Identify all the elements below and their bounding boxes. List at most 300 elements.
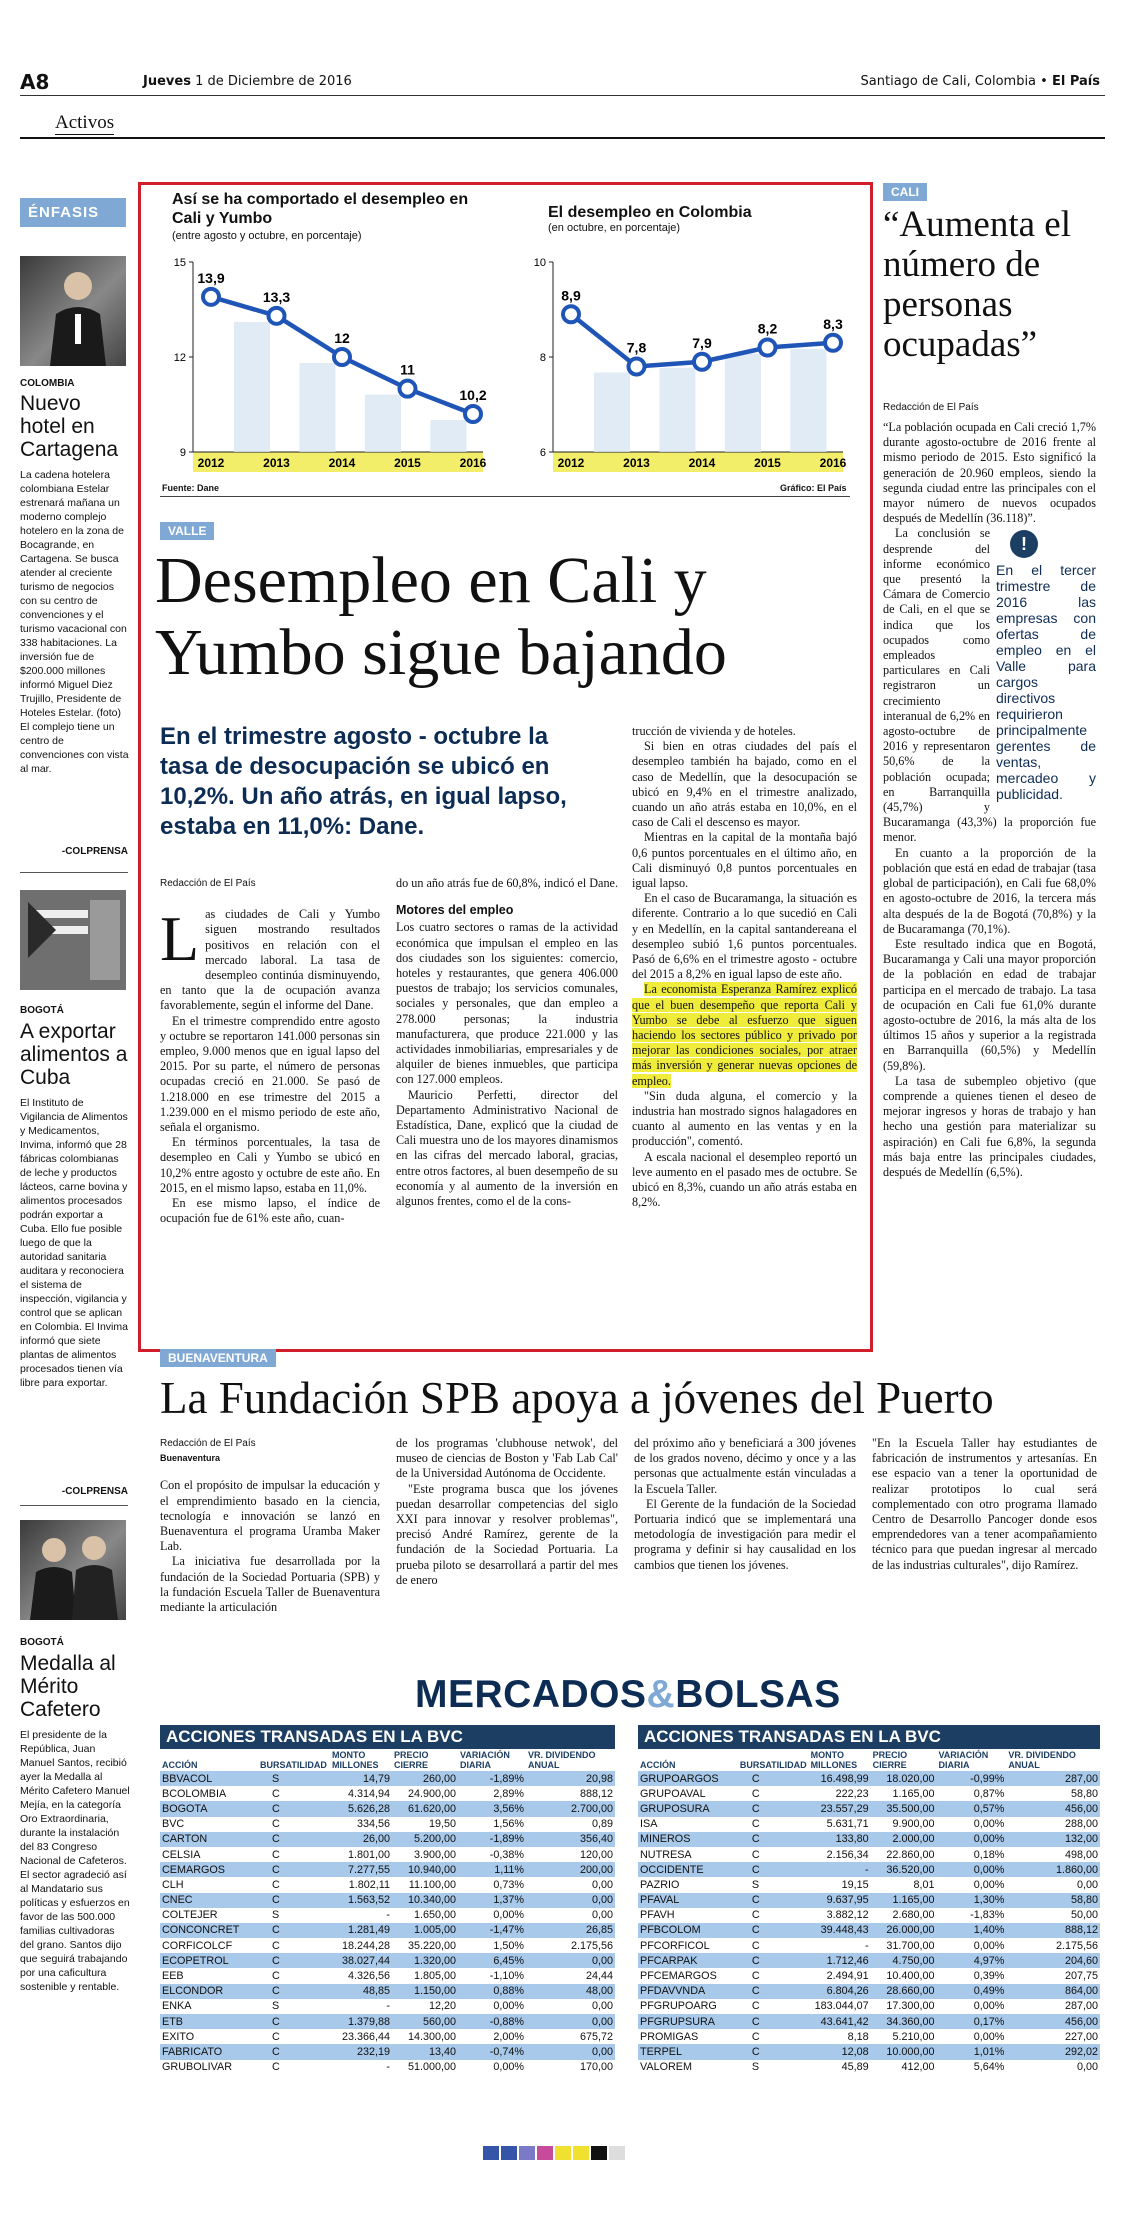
data-point <box>629 359 645 375</box>
santos-photo <box>20 1520 126 1620</box>
registration-swatch <box>537 2146 553 2160</box>
table-cell: 1.801,00 <box>347 1848 390 1861</box>
table-cell: 4.326,56 <box>347 1970 390 1983</box>
x-tick-label: 2013 <box>623 456 650 470</box>
weekday: Jueves <box>143 74 191 89</box>
table-cell: 1,40% <box>936 1923 1006 1938</box>
table-cell: 207,75 <box>1064 1970 1098 1983</box>
table-cell: BCOLOMBIA <box>162 1787 227 1800</box>
drop-cap: L <box>160 903 200 975</box>
data-label: 11 <box>400 361 415 378</box>
table-row <box>638 1877 1100 1892</box>
table-cell: 8,18 <box>847 2030 869 2043</box>
table-cell: 18.020,00 <box>871 1771 937 1786</box>
markets-title-amp: & <box>646 1673 676 1716</box>
x-tick-label: 2016 <box>819 456 847 470</box>
table-cell: - <box>809 1862 871 1877</box>
table-cell: 560,00 <box>392 2014 458 2029</box>
x-tick-label: 2014 <box>328 456 356 470</box>
article-column-1 <box>160 876 380 1226</box>
table-cell: 6.804,26 <box>809 1984 871 1999</box>
table-cell: 4.750,00 <box>871 1953 937 1968</box>
table-cell: 132,00 <box>1006 1832 1100 1847</box>
col-header: VR. DIVIDENDO ANUAL <box>528 1750 596 1770</box>
x-tick-label: 2016 <box>459 456 487 470</box>
paragraph: El Gerente de la fundación de la Sociedad Portuaria indicó que se implementará una metodología de investigación para medir el programa y definir si hay causalidad en los cambios que tienen los jóvenes. <box>634 1496 856 1572</box>
table-cell: 43.641,42 <box>809 2014 871 2029</box>
table-row <box>638 1817 1100 1832</box>
section-name: Activos <box>55 112 115 133</box>
col-header: ACCIÓN <box>640 1760 676 1770</box>
table-cell: 6,45% <box>458 1953 526 1968</box>
table-cell: C <box>751 1970 760 1983</box>
table-cell: 2.156,34 <box>826 1848 869 1861</box>
table-cell: GRUPOARGOS <box>638 1771 738 1786</box>
table-cell: BBVACOL <box>160 1771 258 1786</box>
table-cell: ECOPETROL <box>160 1953 258 1968</box>
second-headline: La Fundación SPB apoya a jóvenes del Puerto <box>160 1373 994 1423</box>
story-body: La cadena hotelera colombiana Estelar estrenará mañana un moderno complejo hotelero en la zona de Bocagrande, en Cartagena. Se busca atender al creciente turismo de negocios con su centro de convenciones y el turismo vacacional con 338 habitaciones. La inversión fue de $200.000 millones informó Miguel Diez Trujillo, Presidente de Hoteles Estelar. (foto) El complejo tiene un centro de convenciones con vista al mar. <box>20 469 129 775</box>
spb-column-4 <box>872 1436 1097 1573</box>
table-cell: C <box>258 1832 330 1847</box>
table-cell: 0,88% <box>458 1984 526 1999</box>
story-credit: -COLPRENSA <box>61 846 128 857</box>
table-row <box>160 1817 615 1832</box>
table-cell: C <box>738 1801 809 1816</box>
background-bar <box>234 322 270 452</box>
table-row <box>638 2044 1100 2059</box>
table-cell: EXITO <box>162 2030 195 2043</box>
section-tag-cali: CALI <box>883 183 927 201</box>
table-cell: 1.650,00 <box>413 1909 456 1922</box>
table-cell: 356,40 <box>526 1832 615 1847</box>
stocks-table-right <box>638 1725 1100 2075</box>
stocks-table <box>160 1749 615 2075</box>
table-cell: 0,00% <box>973 1939 1005 1952</box>
table-cell: 5.631,71 <box>826 1818 869 1831</box>
table-cell: 200,00 <box>526 1862 615 1877</box>
table-cell: 287,00 <box>1006 1771 1100 1786</box>
markets-title <box>415 1673 841 1717</box>
x-tick-label: 2012 <box>197 456 225 470</box>
table-cell: 1.712,46 <box>809 1953 871 1968</box>
table-cell: PFCEMARGOS <box>640 1970 717 1983</box>
header-rule <box>20 95 1105 96</box>
dateline <box>143 74 352 89</box>
table-cell: PFGRUPOARG <box>640 2000 717 2013</box>
table-cell: 0,00 <box>526 2044 615 2059</box>
data-label: 8,2 <box>757 320 778 337</box>
table-cell: C <box>751 1848 760 1861</box>
table-cell: C <box>272 1848 280 1861</box>
table-cell: 0,00% <box>493 1909 524 1922</box>
table-cell: 5.626,28 <box>330 1801 392 1816</box>
byline-place: Buenaventura <box>160 1453 221 1464</box>
col-header: BURSATILIDAD <box>260 1760 327 1770</box>
registration-swatch <box>483 2146 499 2160</box>
table-cell: 0,00% <box>493 2061 524 2074</box>
table-cell: 287,00 <box>1064 2000 1098 2013</box>
table-cell: 19,15 <box>841 1878 869 1891</box>
table-cell: 5.200,00 <box>392 1832 458 1847</box>
table-cell: 12,08 <box>809 2044 871 2059</box>
table-cell: 675,72 <box>579 2030 613 2043</box>
table-row <box>160 1877 615 1892</box>
table-cell: 227,00 <box>1064 2030 1098 2043</box>
x-tick-label: 2015 <box>394 456 421 470</box>
table-cell: 120,00 <box>579 1848 613 1861</box>
table-cell: 1,30% <box>936 1893 1006 1908</box>
table-cell: 50,00 <box>1070 1909 1098 1922</box>
table-cell: 9.637,95 <box>809 1893 871 1908</box>
paragraph: A escala nacional el desempleo reportó un leve aumento en el pasado mes de octubre. Se ubicó en 8,3%, cuando un año atrás estaba en 8,2%. <box>632 1149 857 1210</box>
date: 1 de Diciembre de 2016 <box>195 74 352 89</box>
table-cell: 888,12 <box>579 1787 613 1800</box>
table-cell: 2.000,00 <box>871 1832 937 1847</box>
table-cell: 1,37% <box>458 1893 526 1908</box>
y-tick-label: 10 <box>533 257 546 269</box>
markets-title-b: BOLSAS <box>675 1673 841 1716</box>
story-headline: Medalla al Mérito Cafetero <box>20 1652 116 1721</box>
table-cell: 222,23 <box>835 1787 869 1800</box>
table-cell: 1.005,00 <box>392 1923 458 1938</box>
paragraph: trucción de vivienda y de hoteles. <box>632 724 796 738</box>
table-cell: 20,98 <box>526 1771 615 1786</box>
col-header: VARIACIÓN DIARIA <box>460 1750 510 1770</box>
table-cell: BVC <box>162 1818 185 1831</box>
table-cell: 22.860,00 <box>886 1848 935 1861</box>
story-body: El presidente de la República, Juan Manuel Santos, recibió ayer la Medalla al Mérito Cafetero Manuel Mejía, en la categoría Oro Extraordinaria, durante la instalación del 83 Congreso Nacional de Cafeteros. El sector agradeció así al Mandatario sus políticas y esfuerzos en favor de las 500.000 familias cultivadoras del grano. Santos dijo que seguirá trabajando por una caficultura sostenible y rentable. <box>20 1729 130 1993</box>
location: Santiago de Cali, Colombia <box>860 74 1037 89</box>
table-title: ACCIONES TRANSADAS EN LA BVC <box>638 1725 1100 1749</box>
data-point <box>563 306 579 322</box>
table-cell: ETB <box>160 2014 258 2029</box>
person-icon <box>20 256 126 366</box>
table-cell: 0,00 <box>526 1953 615 1968</box>
y-tick-label: 15 <box>173 257 186 269</box>
table-cell: 2,89% <box>493 1787 524 1800</box>
chart-subtitle-cali: (entre agosto y octubre, en porcentaje) <box>172 230 362 242</box>
table-cell: PFCORFICOL <box>640 1939 710 1952</box>
table-cell: PROMIGAS <box>640 2030 699 2043</box>
paragraph: En cuanto a la proporción de la población que está en edad de trabajar (tasa global de participación), en Cali fue 68,0% en agosto-octubre de 2016, la tercera más alta después de la de Bogotá (70,8%) y la de Bucaramanga (70,1%). <box>883 845 1096 936</box>
data-point <box>269 308 285 324</box>
data-label: 8,3 <box>823 315 843 332</box>
table-cell: CORFICOLCF <box>162 1939 233 1952</box>
main-headline: Desempleo en Cali y Yumbo sigue bajando <box>155 544 727 689</box>
table-cell: 204,60 <box>1006 1953 1100 1968</box>
table-cell: 2.680,00 <box>892 1909 935 1922</box>
chart-credit: Gráfico: El País <box>780 483 847 493</box>
table-cell: S <box>751 1878 760 1891</box>
paragraph: En el caso de Bucaramanga, la situación es diferente. Contrario a lo que sucedió en Cali y en Medellín, en la capital santandereana el desempleo subió 1,6 puntos porcentuales. Pasó de 6,6% en el trimestre agosto - octubre del 2015 a 8,2% en igual lapso de este año. <box>632 891 857 982</box>
colombia-unemployment-chart <box>525 250 855 475</box>
table-row <box>638 1908 1100 1923</box>
table-cell: C <box>272 2030 280 2043</box>
table-cell: - <box>386 2061 390 2074</box>
table-cell: 2,00% <box>493 2030 524 2043</box>
table-cell: S <box>272 2000 280 2013</box>
table-cell: 31.700,00 <box>886 1939 935 1952</box>
table-cell: CELSIA <box>162 1848 201 1861</box>
story-credit: -COLPRENSA <box>61 1486 128 1497</box>
table-cell: -1,10% <box>489 1970 524 1983</box>
table-row <box>160 1923 615 1938</box>
table-cell: 1,56% <box>493 1818 524 1831</box>
table-cell: 0,00% <box>973 1878 1005 1891</box>
col-header: BURSATILIDAD <box>739 1760 807 1770</box>
paragraph: Si bien en otras ciudades del país el desempleo también ha bajado, como en el caso de Medellín, que la desocupación se ubicó en 9,4% en el trimestre analizado, cuando un año atrás estaba en 10,0%, en el caso de Cali el descenso es mayor. <box>632 739 857 830</box>
chart-source: Fuente: Dane <box>162 483 220 493</box>
table-cell: C <box>258 1953 330 1968</box>
table-row <box>638 1999 1100 2014</box>
y-tick-label: 8 <box>539 352 546 364</box>
col-header: MONTO MILLONES <box>332 1750 379 1770</box>
table-cell: 5.210,00 <box>892 2030 935 2043</box>
data-label: 8,9 <box>561 287 581 304</box>
table-cell: 0,89 <box>591 1818 613 1831</box>
chart-title-cali: Así se ha comportado el desempleo en Cali y Yumbo <box>172 191 469 227</box>
paragraph: de los programas 'clubhouse netwok', del museo de ciencias de Boston y 'Fab Lab Cal' de la Universidad Autónoma de Occidente. <box>396 1436 618 1481</box>
chart-subtitle-colombia: (en octubre, en porcentaje) <box>548 222 681 234</box>
paragraph: del próximo año y beneficiará a 300 jóvenes de los grados noveno, décimo y once y a las personas que actualmente están vinculadas a la Escuela Taller. <box>634 1436 856 1496</box>
table-cell: - <box>386 2000 390 2013</box>
table-cell: C <box>738 1923 809 1938</box>
data-point <box>334 349 350 365</box>
table-cell: 48,00 <box>526 1984 615 1999</box>
table-row <box>638 1984 1100 1999</box>
table-row <box>638 1847 1100 1862</box>
table-row <box>160 1968 615 1983</box>
table-cell: EEB <box>162 1970 184 1983</box>
table-cell: C <box>751 1818 760 1831</box>
sidebar-label: ÉNFASIS <box>20 198 126 227</box>
x-tick-label: 2015 <box>754 456 781 470</box>
table-row <box>638 2060 1100 2075</box>
main-deck: En el trimestre agosto - octubre la tasa de desocupación se ubicó en 10,2%. Un año atrás, en igual lapso, estaba en 11,0%: Dane. <box>160 723 567 840</box>
divider <box>20 872 128 873</box>
table-cell: C <box>738 1893 809 1908</box>
table-cell: CNEC <box>160 1893 258 1908</box>
background-bar <box>725 354 761 453</box>
table-row <box>638 1771 1100 1786</box>
table-cell: 288,00 <box>1064 1818 1098 1831</box>
table-cell: 1.379,88 <box>330 2014 392 2029</box>
paragraph: Este resultado indica que en Bogotá, Bucaramanga y Cali una mayor proporción de la población en edad de trabajar participa en el mercado de trabajo. La tasa de ocupación en Cali fue 61,0% durante agosto-octubre de 2016, la más alta de los últimos 15 años y superior a la registrada en Barranquilla (60,5%) y Medellín (59,8%). <box>883 936 1096 1073</box>
paragraph: as ciudades de Cali y Yumbo siguen mostrando resultados positivos en relación con el mercado laboral. La tasa de desempleo continúa disminuyendo, en tanto que la de ocupación avanza favorablemente, según el informe del Dane. <box>160 907 380 1013</box>
table-cell: C <box>738 1771 809 1786</box>
paragraph: “La población ocupada en Cali creció 1,7% durante agosto-octubre de 2016 frente al mismo periodo de 2015. Esto significó la generación de 20.960 empleos, siendo la segunda ciudad entre las principales con el mayor número de nuevos ocupados después de Medellín (36.118)”. <box>883 420 1096 526</box>
table-cell: 10.940,00 <box>392 1862 458 1877</box>
table-cell: -0,88% <box>458 2014 526 2029</box>
table-cell: 1.805,00 <box>413 1970 456 1983</box>
data-label: 7,8 <box>626 339 647 356</box>
table-cell: 10.400,00 <box>886 1970 935 1983</box>
flag-icon <box>20 890 126 990</box>
story-body: El Instituto de Vigilancia de Alimentos y Medicamentos, Invima, informó que 28 fábricas colombianas de leche y productos lácteos, carne bovina y alimentos procesados podrán exportar a Cuba. Ello fue posible luego de que la autoridad sanitaria auditara y reconociera el sistema de inspección, vigilancia y control que se aplican en Colombia. El Invima informó que siete plantas de alimentos procesados tienen vía libre para exportar. <box>20 1097 128 1389</box>
table-cell: S <box>272 1909 280 1922</box>
table-cell: 12,20 <box>428 2000 456 2013</box>
table-cell: 334,56 <box>356 1818 390 1831</box>
table-cell: -1,47% <box>458 1923 526 1938</box>
y-tick-label: 6 <box>539 447 546 459</box>
table-row <box>638 1968 1100 1983</box>
y-tick-label: 9 <box>179 447 186 459</box>
highlighted-paragraph: La economista Esperanza Ramírez explicó que el buen desempeño que reporta Cali y Yumbo se debe al esfuerzo que siguen haciendo los sectores público y privado por mejorar las condiciones sociales, por atraer más inversión y generar nuevas opciones de empleo. <box>632 982 857 1088</box>
table-row <box>160 1999 615 2014</box>
paragraph: En ese mismo lapso, el índice de ocupación fue de 61% este año, cuan- <box>160 1196 380 1226</box>
table-cell: GRUPOAVAL <box>640 1787 706 1800</box>
table-cell: MINEROS <box>638 1832 738 1847</box>
section-rule <box>20 137 1105 139</box>
table-cell: 14.300,00 <box>407 2030 456 2043</box>
table-row <box>160 1786 615 1801</box>
table-cell: 61.620,00 <box>392 1801 458 1816</box>
background-bar <box>299 363 335 452</box>
story-headline: Nuevo hotel en Cartagena <box>20 392 119 461</box>
table-cell: 183.044,07 <box>814 2000 869 2013</box>
table-cell: 58,80 <box>1070 1787 1098 1800</box>
paragraph: "En la Escuela Taller hay estudiantes de fabricación de instrumentos y artesanías. En ese espacio van a tener la oportunidad de realizar prototipos lo cual será complementado con otro programa llamado Centro de Desarrollo Pancoger donde esos emprendedores van a tener acompañamiento técnico para que puedan ingresar al mercado de las industrias culturales", dijo Ramírez. <box>872 1436 1097 1572</box>
table-cell: - <box>865 1939 869 1952</box>
table-cell: 0,57% <box>936 1801 1006 1816</box>
table-cell: 0,18% <box>973 1848 1005 1861</box>
stocks-table-left <box>160 1725 615 2075</box>
data-point <box>825 335 841 351</box>
table-cell: 0,17% <box>936 2014 1006 2029</box>
table-cell: C <box>272 1818 280 1831</box>
table-cell: C <box>738 2014 809 2029</box>
table-cell: 3.900,00 <box>413 1848 456 1861</box>
data-point <box>465 406 481 422</box>
table-cell: PFDAVVNDA <box>638 1984 738 1999</box>
col-header: MONTO MILLONES <box>810 1750 858 1770</box>
table-cell: COLTEJER <box>162 1909 218 1922</box>
table-cell: 28.660,00 <box>871 1984 937 1999</box>
col-header: VR. DIVIDENDO ANUAL <box>1008 1750 1076 1770</box>
article-column-3 <box>632 724 857 1211</box>
callout-box <box>996 530 1096 802</box>
table-cell: - <box>386 1909 390 1922</box>
table-cell: PFAVH <box>640 1909 675 1922</box>
table-cell: PFAVAL <box>638 1893 738 1908</box>
data-label: 13,3 <box>262 288 291 305</box>
data-point <box>694 354 710 370</box>
registration-swatch <box>573 2146 589 2160</box>
table-row <box>638 1953 1100 1968</box>
table-cell: 0,00% <box>936 1862 1006 1877</box>
story-tag: BOGOTÁ <box>20 1005 64 1016</box>
table-cell: 39.448,43 <box>809 1923 871 1938</box>
table-row <box>638 2029 1100 2044</box>
table-cell: 35.500,00 <box>871 1801 937 1816</box>
table-row <box>160 1908 615 1923</box>
table-cell: CONCONCRET <box>160 1923 258 1938</box>
table-row <box>638 1893 1100 1908</box>
background-bar <box>659 368 695 452</box>
table-row <box>160 2060 615 2075</box>
registration-swatch <box>609 2146 625 2160</box>
table-row <box>160 1832 615 1847</box>
section-tag-valle: VALLE <box>160 522 214 540</box>
table-cell: 51.000,00 <box>407 2061 456 2074</box>
table-cell: C <box>751 1909 760 1922</box>
table-cell: 2.700,00 <box>526 1801 615 1816</box>
table-cell: ISA <box>640 1818 658 1831</box>
table-cell: 17.300,00 <box>886 2000 935 2013</box>
table-row <box>638 1938 1100 1953</box>
table-cell: 7.277,55 <box>330 1862 392 1877</box>
data-label: 12 <box>334 330 350 346</box>
table-row <box>638 1786 1100 1801</box>
table-cell: 0,00 <box>591 2000 613 2013</box>
spb-column-1 <box>160 1436 380 1615</box>
people-icon <box>20 1520 126 1620</box>
table-cell: PFGRUPSURA <box>638 2014 738 2029</box>
table-cell: CLH <box>162 1878 184 1891</box>
city-line <box>861 74 1100 89</box>
table-cell: 1.165,00 <box>871 1893 937 1908</box>
paragraph: Mauricio Perfetti, director del Departamento Administrativo Nacional de Estadística, Dane, explicó que la ciudad de Cali muestra uno de los mayores dinamismos en las cifras del mercado laboral, gracias, entre otros factores, al buen desempeño de su economía y al aumento de la inversión en algunos frentes, como el de la cons- <box>396 1087 618 1209</box>
table-cell: C <box>751 2030 760 2043</box>
table-cell: 0,00 <box>591 1909 613 1922</box>
table-row <box>160 1938 615 1953</box>
table-cell: 0,00 <box>526 2014 615 2029</box>
table-cell: C <box>272 1878 280 1891</box>
story-tag: BOGOTÁ <box>20 1637 64 1648</box>
table-row <box>160 1893 615 1908</box>
table-cell: GRUBOLIVAR <box>162 2061 232 2074</box>
table-cell: C <box>751 1939 760 1952</box>
table-cell: 48,85 <box>330 1984 392 1999</box>
table-row <box>638 1801 1100 1816</box>
table-cell: 34.360,00 <box>871 2014 937 2029</box>
table-cell: 292,02 <box>1006 2044 1100 2059</box>
table-row <box>160 1801 615 1816</box>
table-cell: VALOREM <box>640 2061 692 2074</box>
table-cell: 23.366,44 <box>341 2030 390 2043</box>
table-cell: S <box>751 2061 760 2074</box>
table-cell: PAZRIO <box>640 1878 680 1891</box>
table-cell: 0,00% <box>493 2000 524 2013</box>
table-cell: 0,00 <box>1076 2061 1098 2074</box>
table-cell: 260,00 <box>392 1771 458 1786</box>
table-cell: 2.494,91 <box>826 1970 869 1983</box>
y-tick-label: 12 <box>173 352 186 364</box>
table-cell: -1,83% <box>970 1909 1005 1922</box>
table-row <box>160 2044 615 2059</box>
story-headline: A exportar alimentos a Cuba <box>20 1020 128 1089</box>
section-tag-buenaventura: BUENAVENTURA <box>160 1349 276 1367</box>
table-cell: 170,00 <box>579 2061 613 2074</box>
table-cell: 26,00 <box>330 1832 392 1847</box>
table-cell: ELCONDOR <box>160 1984 258 1999</box>
table-cell: 18.244,28 <box>341 1939 390 1952</box>
background-bar <box>790 349 826 452</box>
table-cell: 3,56% <box>458 1801 526 1816</box>
table-cell: C <box>738 1953 809 1968</box>
table-row <box>160 1953 615 1968</box>
table-row <box>160 2014 615 2029</box>
table-row <box>160 1984 615 1999</box>
data-label: 10,2 <box>459 387 487 403</box>
table-cell: 10.000,00 <box>871 2044 937 2059</box>
table-cell: 10.340,00 <box>392 1893 458 1908</box>
table-cell: C <box>738 2044 809 2059</box>
table-row <box>638 2014 1100 2029</box>
x-tick-label: 2012 <box>557 456 585 470</box>
table-cell: 0,73% <box>493 1878 524 1891</box>
